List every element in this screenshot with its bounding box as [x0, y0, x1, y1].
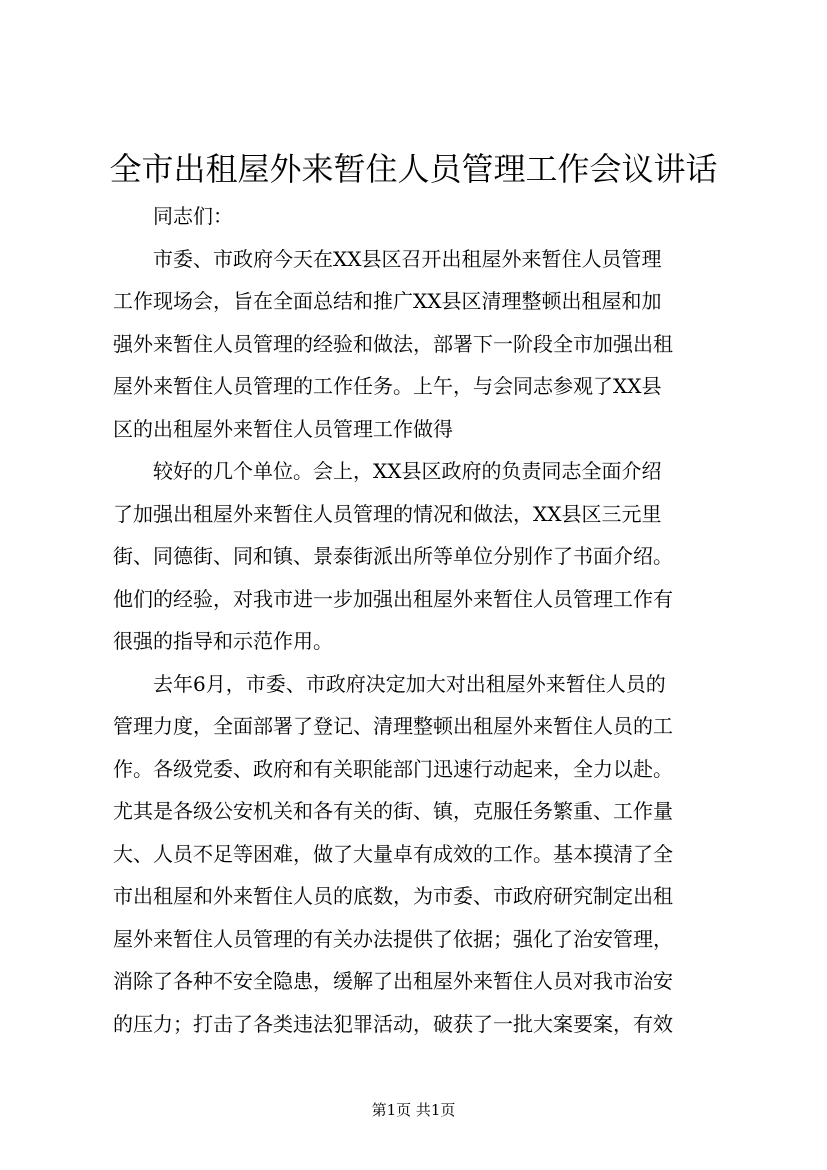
text-line: 了加强出租屋外来暂住人员管理的情况和做法，XX县区三元里 [113, 501, 662, 526]
document-body [113, 195, 723, 1045]
text-line: 较好的几个单位。会上，XX县区政府的负责同志全面介绍 [153, 459, 662, 483]
text-line: 工作现场会，旨在全面总结和推广XX县区清理整顿出租屋和加 [113, 289, 662, 313]
text-line: 他们的经验，对我市进一步加强出租屋外来暂住人员管理工作有 [113, 586, 673, 611]
text-line: 屋外来暂住人员管理的工作任务。上午，与会同志参观了XX县 [113, 374, 662, 398]
text-line: 街、同德街、同和镇、景泰街派出所等单位分别作了书面介绍。 [113, 544, 673, 568]
text-line: 市出租屋和外来暂住人员的底数，为市委、市政府研究制定出租 [113, 884, 673, 908]
text-line: 的压力；打击了各类违法犯罪活动，破获了一批大案要案，有效 [113, 1011, 673, 1036]
text-line: 作。各级党委、政府和有关职能部门迅速行动起来，全力以赴。 [113, 756, 673, 781]
text-line: 强外来暂住人员管理的经验和做法，部署下一阶段全市加强出租 [113, 331, 673, 356]
text-line: 大、人员不足等困难，做了大量卓有成效的工作。基本摸清了全 [113, 841, 673, 866]
page-footer: 第1页 共1页 [371, 1101, 456, 1119]
text-line: 去年6月，市委、市政府决定加大对出租屋外来暂住人员的 [153, 671, 666, 696]
text-line: 消除了各种不安全隐患，缓解了出租屋外来暂住人员对我市治安 [113, 969, 673, 993]
text-line: 同志们： [153, 204, 233, 228]
text-line: 很强的指导和示范作用。 [113, 629, 333, 653]
text-line: 区的出租屋外来暂住人员管理工作做得 [113, 416, 453, 441]
document-title: 全市出租屋外来暂住人员管理工作会议讲话 [109, 150, 718, 188]
text-line: 管理力度，全面部署了登记、清理整顿出租屋外来暂住人员的工 [113, 714, 673, 738]
text-line: 尤其是各级公安机关和各有关的街、镇，克服任务繁重、工作量 [113, 799, 673, 823]
text-line: 屋外来暂住人员管理的有关办法提供了依据；强化了治安管理， [113, 926, 673, 951]
text-line: 市委、市政府今天在XX县区召开出租屋外来暂住人员管理 [153, 246, 662, 271]
